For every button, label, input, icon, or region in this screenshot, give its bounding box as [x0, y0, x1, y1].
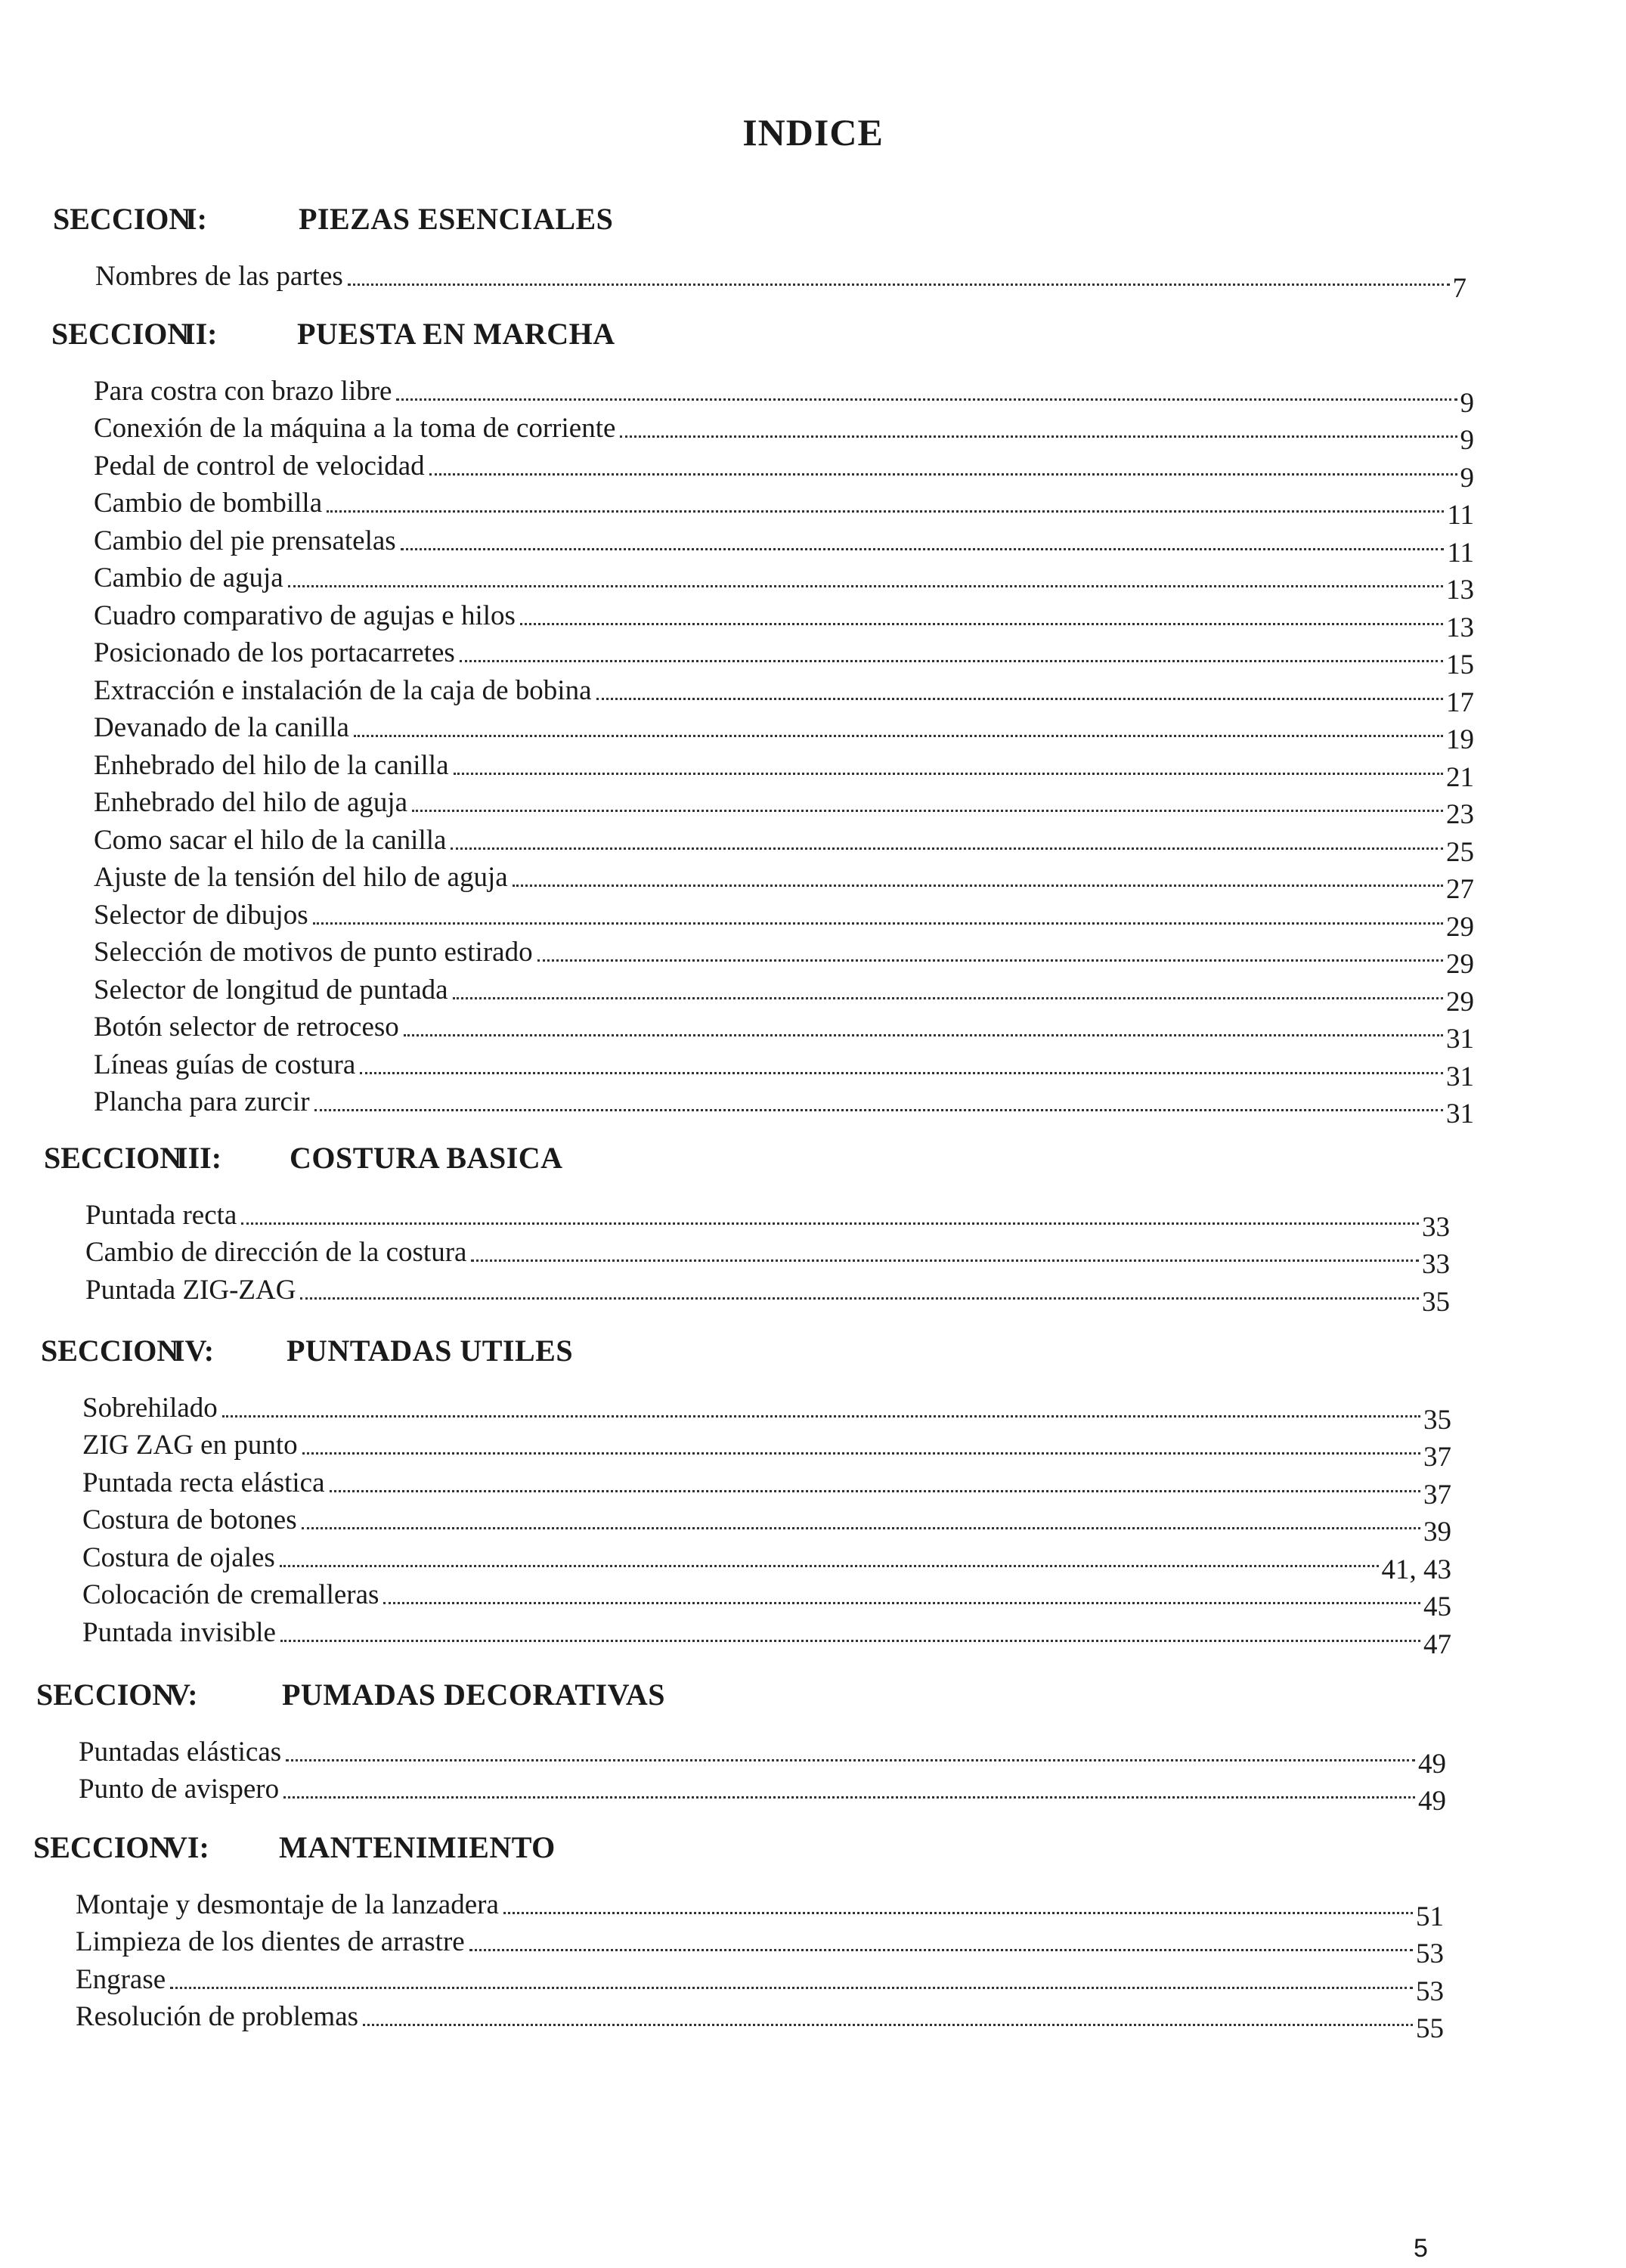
- toc-entry[interactable]: [94, 1082, 1474, 1129]
- section-1: [53, 195, 1466, 304]
- toc-entry[interactable]: [94, 969, 1474, 1018]
- entry-title: Limpieza de los dientes de arrastre: [76, 1926, 465, 1957]
- entry-title: Enhebrado del hilo de aguja: [94, 787, 408, 818]
- entry-page: 33: [1422, 1249, 1450, 1280]
- section-heading: [33, 1823, 1444, 1872]
- entry-title: Cambio de aguja: [94, 562, 283, 593]
- dot-leader: [503, 1911, 1413, 1914]
- section-title: PUNTADAS UTILES: [286, 1334, 574, 1368]
- entry-title: Selección de motivos de punto estirado: [94, 937, 533, 968]
- entry-title: Selector de longitud de puntada: [94, 974, 448, 1005]
- dot-leader: [412, 809, 1443, 812]
- entry-title: Como sacar el hilo de la canilla: [94, 824, 447, 856]
- dot-leader: [330, 1489, 1421, 1492]
- entry-page: 29: [1446, 986, 1474, 1018]
- entry-title: Enhebrado del hilo de la canilla: [94, 749, 449, 781]
- entry-page: 17: [1446, 686, 1474, 718]
- dot-leader: [513, 884, 1443, 887]
- toc-entry[interactable]: [94, 1007, 1474, 1055]
- entry-list: [41, 1387, 1451, 1660]
- section-title: COSTURA BASICA: [290, 1141, 563, 1175]
- entry-title: Colocación de cremalleras: [82, 1579, 379, 1610]
- dot-leader: [302, 1452, 1420, 1455]
- toc-entry[interactable]: [94, 595, 1474, 643]
- toc-entry[interactable]: [94, 932, 1474, 980]
- toc-entry[interactable]: [94, 820, 1474, 868]
- entry-page: 55: [1416, 2013, 1444, 2044]
- toc-entry[interactable]: [82, 1537, 1451, 1585]
- entry-list: [53, 256, 1466, 304]
- section-number: V:: [169, 1678, 198, 1712]
- entry-title: Posicionado de los portacarretes: [94, 637, 455, 668]
- entry-page: 37: [1423, 1479, 1451, 1510]
- entry-page: 9: [1460, 387, 1474, 419]
- toc-entry[interactable]: [94, 894, 1474, 943]
- section-heading: [53, 195, 1466, 243]
- entry-title: Para costra con brazo libre: [94, 375, 392, 407]
- entry-title: Montaje y desmontaje de la lanzadera: [76, 1888, 499, 1920]
- entry-page: 49: [1418, 1748, 1446, 1780]
- dot-leader: [327, 510, 1444, 513]
- dot-leader: [383, 1601, 1420, 1604]
- toc-entry[interactable]: [76, 1997, 1444, 2044]
- entry-page: 19: [1446, 724, 1474, 755]
- entry-page: 29: [1446, 911, 1474, 943]
- toc-entry[interactable]: [85, 1232, 1450, 1280]
- entry-page: 53: [1416, 1975, 1444, 2007]
- entry-list: [44, 1194, 1450, 1318]
- entry-title: Costura de ojales: [82, 1541, 275, 1573]
- section-label: SECCION: [53, 202, 191, 236]
- toc-entry[interactable]: [79, 1731, 1446, 1780]
- toc-entry[interactable]: [94, 1044, 1474, 1092]
- toc-entry[interactable]: [95, 256, 1466, 304]
- dot-leader: [360, 1071, 1443, 1074]
- toc-entry[interactable]: [82, 1575, 1451, 1622]
- section-number: II:: [184, 317, 218, 351]
- entry-list: [33, 1884, 1444, 2044]
- entry-page: 7: [1452, 272, 1466, 304]
- toc-entry[interactable]: [94, 558, 1474, 606]
- toc-entry[interactable]: [94, 520, 1474, 569]
- section-2: [51, 310, 1474, 1129]
- toc-entry[interactable]: [94, 670, 1474, 718]
- entry-title: Cambio de dirección de la costura: [85, 1237, 467, 1268]
- entry-page: 11: [1447, 500, 1474, 531]
- section-label: SECCION: [33, 1830, 172, 1864]
- dot-leader: [280, 1639, 1420, 1642]
- dot-leader: [396, 398, 1457, 401]
- dot-leader: [170, 1986, 1413, 1989]
- entry-page: 37: [1423, 1442, 1451, 1473]
- entry-list: [36, 1731, 1446, 1817]
- toc-entry[interactable]: [82, 1425, 1451, 1473]
- dot-leader: [454, 772, 1443, 775]
- entry-title: Puntadas elásticas: [79, 1736, 282, 1768]
- toc-entry[interactable]: [82, 1462, 1451, 1510]
- entry-page: 51: [1416, 1901, 1444, 1932]
- entry-title: Sobrehilado: [82, 1392, 218, 1424]
- section-title: PUMADAS DECORATIVAS: [282, 1678, 665, 1712]
- entry-page: 35: [1422, 1286, 1450, 1318]
- entry-title: Puntada ZIG-ZAG: [85, 1274, 296, 1306]
- entry-page: 31: [1446, 1024, 1474, 1055]
- dot-leader: [286, 1758, 1415, 1761]
- entry-page: 15: [1446, 649, 1474, 680]
- section-label: SECCION: [41, 1334, 179, 1368]
- section-number: VI:: [166, 1830, 209, 1864]
- dot-leader: [241, 1222, 1419, 1225]
- entry-page: 23: [1446, 799, 1474, 830]
- toc-entry[interactable]: [94, 633, 1474, 680]
- entry-title: Puntada invisible: [82, 1616, 276, 1648]
- dot-leader: [460, 659, 1443, 662]
- dot-leader: [300, 1297, 1419, 1300]
- entry-title: Selector de dibujos: [94, 899, 308, 931]
- entry-title: Puntada recta elástica: [82, 1467, 325, 1498]
- entry-title: Costura de botones: [82, 1504, 297, 1535]
- section-6: [33, 1823, 1444, 2044]
- entry-title: ZIG ZAG en punto: [82, 1430, 298, 1461]
- entry-page: 21: [1446, 761, 1474, 793]
- entry-page: 41, 43: [1381, 1554, 1451, 1585]
- entry-page: 53: [1416, 1938, 1444, 1969]
- section-4: [41, 1327, 1451, 1660]
- dot-leader: [401, 547, 1445, 550]
- entry-page: 29: [1446, 949, 1474, 980]
- entry-page: 49: [1418, 1786, 1446, 1817]
- section-label: SECCION: [44, 1141, 182, 1175]
- entry-title: Puntada recta: [85, 1199, 237, 1231]
- toc-entry[interactable]: [79, 1769, 1446, 1817]
- dot-leader: [363, 2023, 1413, 2026]
- entry-title: Nombres de las partes: [95, 260, 343, 292]
- entry-page: 31: [1446, 1061, 1474, 1092]
- toc-entry[interactable]: [94, 408, 1474, 456]
- dot-leader: [288, 584, 1443, 587]
- dot-leader: [302, 1526, 1420, 1529]
- toc-entry[interactable]: [85, 1269, 1450, 1318]
- page-title: INDICE: [742, 111, 884, 153]
- dot-leader: [471, 1259, 1419, 1262]
- section-title: MANTENIMIENTO: [279, 1830, 556, 1864]
- dot-leader: [283, 1796, 1415, 1799]
- dot-leader: [348, 283, 1450, 286]
- dot-leader: [313, 922, 1443, 925]
- section-title: PUESTA EN MARCHA: [297, 317, 615, 351]
- section-label: SECCION: [51, 317, 190, 351]
- entry-page: 45: [1423, 1591, 1451, 1622]
- entry-page: 47: [1423, 1628, 1451, 1660]
- toc-entry[interactable]: [94, 445, 1474, 494]
- toc-entry[interactable]: [94, 857, 1474, 905]
- toc-entry[interactable]: [76, 1959, 1444, 2007]
- entry-page: 31: [1446, 1098, 1474, 1129]
- section-number: I:: [185, 202, 207, 236]
- entry-page: 35: [1423, 1404, 1451, 1436]
- entry-page: 25: [1446, 836, 1474, 868]
- entry-title: Engrase: [76, 1963, 166, 1995]
- dot-leader: [314, 1108, 1443, 1111]
- dot-leader: [404, 1033, 1443, 1036]
- entry-title: Cambio de bombilla: [94, 488, 323, 519]
- section-label: SECCION: [36, 1678, 175, 1712]
- section-3: [44, 1134, 1450, 1318]
- toc-entry[interactable]: [82, 1612, 1451, 1660]
- section-title: PIEZAS ESENCIALES: [299, 202, 614, 236]
- section-heading: [44, 1134, 1450, 1182]
- entry-title: Botón selector de retroceso: [94, 1012, 399, 1043]
- entry-title: Ajuste de la tensión del hilo de aguja: [94, 862, 508, 893]
- dot-leader: [469, 1948, 1413, 1951]
- entry-title: Cambio del pie prensatelas: [94, 525, 396, 556]
- toc-entry[interactable]: [76, 1922, 1444, 1969]
- entry-title: Devanado de la canilla: [94, 712, 349, 743]
- entry-title: Resolución de problemas: [76, 2001, 359, 2032]
- entry-page: 39: [1423, 1517, 1451, 1548]
- entry-page: 9: [1460, 462, 1474, 494]
- dot-leader: [222, 1414, 1420, 1418]
- toc-entry[interactable]: [82, 1387, 1451, 1436]
- toc-entry[interactable]: [94, 483, 1474, 531]
- dot-leader: [280, 1564, 1379, 1567]
- toc-entry[interactable]: [94, 708, 1474, 755]
- section-heading: [51, 310, 1474, 358]
- dot-leader: [596, 697, 1443, 700]
- entry-title: Cuadro comparativo de agujas e hilos: [94, 600, 516, 631]
- entry-list: [51, 370, 1474, 1129]
- toc-entry[interactable]: [94, 745, 1474, 793]
- entry-title: Conexión de la máquina a la toma de corriente: [94, 413, 616, 444]
- entry-page: 13: [1446, 612, 1474, 643]
- entry-page: 13: [1446, 575, 1474, 606]
- dot-leader: [453, 996, 1443, 999]
- entry-title: Punto de avispero: [79, 1774, 280, 1805]
- dot-leader: [520, 622, 1443, 625]
- entry-page: 9: [1460, 425, 1474, 456]
- section-heading: [41, 1327, 1451, 1375]
- toc-entry[interactable]: [94, 782, 1474, 830]
- dot-leader: [354, 734, 1443, 737]
- dot-leader: [620, 435, 1457, 438]
- toc-entry[interactable]: [85, 1194, 1450, 1243]
- section-5: [36, 1671, 1446, 1817]
- toc-entry[interactable]: [82, 1500, 1451, 1548]
- dot-leader: [451, 847, 1443, 850]
- entry-title: Pedal de control de velocidad: [94, 450, 425, 482]
- section-number: III:: [176, 1141, 222, 1175]
- dot-leader: [537, 959, 1443, 962]
- entry-page: 11: [1447, 537, 1474, 569]
- entry-title: Extracción e instalación de la caja de bobina: [94, 674, 592, 706]
- section-heading: [36, 1671, 1446, 1719]
- toc-entry[interactable]: [94, 370, 1474, 419]
- page-number: 5: [1414, 2234, 1428, 2263]
- entry-title: Plancha para zurcir: [94, 1086, 310, 1117]
- entry-title: Líneas guías de costura: [94, 1049, 356, 1080]
- entry-page: 33: [1422, 1211, 1450, 1243]
- section-number: IV:: [173, 1334, 215, 1368]
- toc-entry[interactable]: [76, 1884, 1444, 1932]
- entry-page: 27: [1446, 874, 1474, 905]
- dot-leader: [429, 472, 1457, 476]
